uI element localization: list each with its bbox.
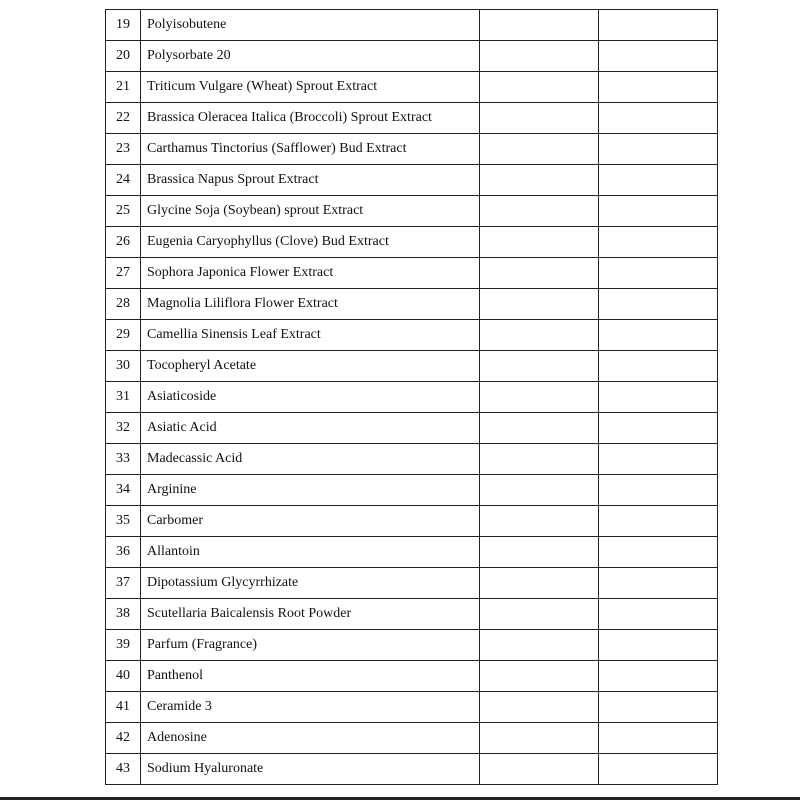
empty-cell: [480, 10, 599, 41]
ingredient-table: [105, 9, 718, 785]
row-number: 33: [106, 444, 141, 475]
table-row: [106, 723, 718, 754]
empty-cell: [599, 413, 718, 444]
ingredient-name: Triticum Vulgare (Wheat) Sprout Extract: [141, 72, 480, 103]
empty-cell: [599, 599, 718, 630]
row-number: 21: [106, 72, 141, 103]
empty-cell: [480, 413, 599, 444]
ingredient-name: Madecassic Acid: [141, 444, 480, 475]
ingredient-name: Asiaticoside: [141, 382, 480, 413]
ingredient-name: Magnolia Liliflora Flower Extract: [141, 289, 480, 320]
empty-cell: [599, 227, 718, 258]
ingredient-name: Arginine: [141, 475, 480, 506]
table-row: [106, 227, 718, 258]
ingredient-table-body: [106, 10, 718, 785]
empty-cell: [480, 196, 599, 227]
ingredient-name: Polysorbate 20: [141, 41, 480, 72]
empty-cell: [480, 227, 599, 258]
row-number: 41: [106, 692, 141, 723]
table-row: [106, 630, 718, 661]
ingredient-name: Brassica Oleracea Italica (Broccoli) Sprout Extract: [141, 103, 480, 134]
empty-cell: [480, 506, 599, 537]
empty-cell: [599, 289, 718, 320]
empty-cell: [480, 692, 599, 723]
empty-cell: [480, 382, 599, 413]
empty-cell: [599, 382, 718, 413]
empty-cell: [599, 537, 718, 568]
table-row: [106, 568, 718, 599]
ingredient-name: Asiatic Acid: [141, 413, 480, 444]
empty-cell: [599, 196, 718, 227]
empty-cell: [599, 41, 718, 72]
empty-cell: [480, 134, 599, 165]
row-number: 36: [106, 537, 141, 568]
row-number: 23: [106, 134, 141, 165]
empty-cell: [480, 165, 599, 196]
table-row: [106, 134, 718, 165]
table-row: [106, 537, 718, 568]
empty-cell: [480, 320, 599, 351]
empty-cell: [599, 692, 718, 723]
ingredient-name: Sodium Hyaluronate: [141, 754, 480, 785]
empty-cell: [599, 320, 718, 351]
row-number: 32: [106, 413, 141, 444]
empty-cell: [599, 754, 718, 785]
row-number: 24: [106, 165, 141, 196]
empty-cell: [480, 103, 599, 134]
empty-cell: [480, 599, 599, 630]
row-number: 43: [106, 754, 141, 785]
ingredient-name: Camellia Sinensis Leaf Extract: [141, 320, 480, 351]
empty-cell: [480, 630, 599, 661]
table-row: [106, 754, 718, 785]
empty-cell: [599, 506, 718, 537]
empty-cell: [599, 258, 718, 289]
empty-cell: [480, 537, 599, 568]
empty-cell: [480, 475, 599, 506]
empty-cell: [480, 723, 599, 754]
ingredient-name: Scutellaria Baicalensis Root Powder: [141, 599, 480, 630]
table-row: [106, 413, 718, 444]
ingredient-name: Polyisobutene: [141, 10, 480, 41]
row-number: 38: [106, 599, 141, 630]
empty-cell: [599, 475, 718, 506]
row-number: 19: [106, 10, 141, 41]
empty-cell: [480, 258, 599, 289]
ingredient-name: Glycine Soja (Soybean) sprout Extract: [141, 196, 480, 227]
row-number: 25: [106, 196, 141, 227]
table-row: [106, 72, 718, 103]
empty-cell: [480, 661, 599, 692]
empty-cell: [480, 351, 599, 382]
empty-cell: [599, 165, 718, 196]
row-number: 22: [106, 103, 141, 134]
ingredient-name: Sophora Japonica Flower Extract: [141, 258, 480, 289]
row-number: 27: [106, 258, 141, 289]
ingredient-name: Carbomer: [141, 506, 480, 537]
table-row: [106, 351, 718, 382]
ingredient-name: Carthamus Tinctorius (Safflower) Bud Extract: [141, 134, 480, 165]
table-row: [106, 41, 718, 72]
empty-cell: [599, 10, 718, 41]
table-row: [106, 599, 718, 630]
table-row: [106, 258, 718, 289]
ingredient-name: Brassica Napus Sprout Extract: [141, 165, 480, 196]
ingredient-name: Ceramide 3: [141, 692, 480, 723]
row-number: 20: [106, 41, 141, 72]
table-row: [106, 10, 718, 41]
table-row: [106, 692, 718, 723]
table-row: [106, 103, 718, 134]
row-number: 31: [106, 382, 141, 413]
ingredient-name: Adenosine: [141, 723, 480, 754]
table-row: [106, 382, 718, 413]
row-number: 30: [106, 351, 141, 382]
ingredient-name: Eugenia Caryophyllus (Clove) Bud Extract: [141, 227, 480, 258]
table-row: [106, 165, 718, 196]
empty-cell: [599, 723, 718, 754]
table-row: [106, 661, 718, 692]
empty-cell: [599, 630, 718, 661]
ingredient-name: Allantoin: [141, 537, 480, 568]
empty-cell: [599, 568, 718, 599]
row-number: 34: [106, 475, 141, 506]
empty-cell: [599, 134, 718, 165]
ingredient-name: Parfum (Fragrance): [141, 630, 480, 661]
ingredient-name: Panthenol: [141, 661, 480, 692]
empty-cell: [480, 568, 599, 599]
empty-cell: [480, 72, 599, 103]
row-number: 26: [106, 227, 141, 258]
table-row: [106, 444, 718, 475]
row-number: 42: [106, 723, 141, 754]
row-number: 29: [106, 320, 141, 351]
table-row: [106, 196, 718, 227]
empty-cell: [480, 754, 599, 785]
ingredient-name: Tocopheryl Acetate: [141, 351, 480, 382]
row-number: 37: [106, 568, 141, 599]
empty-cell: [480, 444, 599, 475]
empty-cell: [480, 41, 599, 72]
row-number: 39: [106, 630, 141, 661]
row-number: 28: [106, 289, 141, 320]
table-row: [106, 320, 718, 351]
row-number: 40: [106, 661, 141, 692]
row-number: 35: [106, 506, 141, 537]
empty-cell: [599, 661, 718, 692]
table-row: [106, 289, 718, 320]
empty-cell: [599, 103, 718, 134]
table-row: [106, 506, 718, 537]
empty-cell: [599, 72, 718, 103]
ingredient-name: Dipotassium Glycyrrhizate: [141, 568, 480, 599]
table-row: [106, 475, 718, 506]
empty-cell: [599, 444, 718, 475]
empty-cell: [480, 289, 599, 320]
empty-cell: [599, 351, 718, 382]
